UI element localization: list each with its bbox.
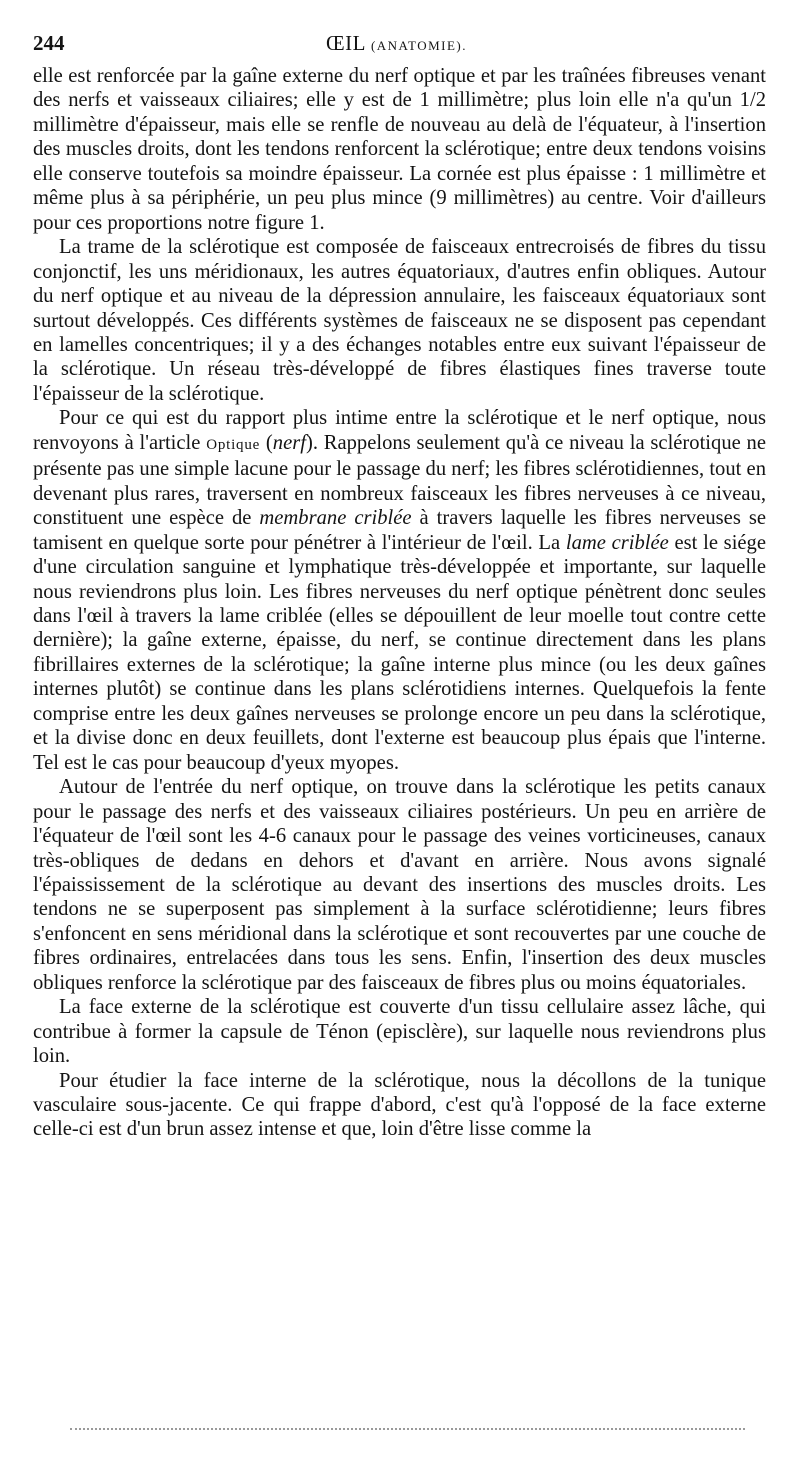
page-number: 244 [33,31,65,55]
body-text [33,64,766,1142]
paragraph-3-part4: est le siége d'une circulation sanguine et lymphatique très-développée et importante, sur laquelle nous reviendrons plus loin. Les fibres nerveuses du nerf optique pénètrent donc seules dans l'œil à travers la lame criblée (elles se dépouillent de leur moelle tout contre cette dernière); la gaîne externe, épaisse, du nerf, se continue directement dans les plans fibrillaires externes de la sclérotique; la gaîne interne plus mince (ou les deux gaînes internes plutôt) se continue dans les plans sclérotidiens internes. Quelquefois la fente comprise entre les deux gaînes nerveuses se prolonge encore un peu dans la sclérotique, et la divise donc en deux feuillets, dont l'externe est beaucoup plus épais que l'interne. Tel est le cas pour beaucoup d'yeux myopes. [33,531,766,774]
paragraph-4: Autour de l'entrée du nerf optique, on trouve dans la sclérotique les petits canaux pour le passage des nerfs et des vaisseaux ciliaires postérieurs. Un peu en arrière de l'équateur de l'œil sont les 4-6 canaux pour le passage des veines vorticineuses, canaux très-obliques de dedans en dehors et d'avant en arrière. Nous avons signalé l'épaississement de la sclérotique au devant des insertions des muscles droits. Les tendons ne se superposent pas simplement à la surface sclérotidienne; leurs fibres s'enfoncent en sens méridional dans la sclérotique et sont recouvertes par une couche de fibres ordinaires, entrelacées dans tous les sens. Enfin, l'insertion des deux muscles obliques renforce la sclérotique par des faisceaux de fibres plus ou moins équatoriales. [33,776,766,994]
term-lame-criblee: lame criblée [565,531,669,554]
paragraph-3-part2: ). Rappelons seulement qu'à ce niveau la sclérotique ne présente pas une simple lacune pour le passage du nerf; les fibres sclérotidiennes, tout en devenant plus rares, traversent en nombreux faisceaux les fibres nerveuses à ce niveau, constituent une espèce de [33,431,766,530]
article-reference-italic: nerf [272,431,306,454]
running-head-subtitle: (ANATOMIE). [370,38,468,53]
paragraph-5: La face externe de la sclérotique est couverte d'un tissu cellulaire assez lâche, qui contribue à former la capsule de Ténon (episclère), sur laquelle nous reviendrons plus loin. [33,996,766,1068]
paragraph-1: elle est renforcée par la gaîne externe du nerf optique et par les traînées fibreuses venant des nerfs et vaisseaux ciliaires; elle y est de 1 millimètre; plus loin elle n'a qu'un 1/2 millimètre d'épaisseur, mais elle se renfle de nouveau au delà de l'équateur, à l'insertion des muscles droits, dont les tendons renforcent la sclérotique; entre deux tendons voisins elle conserve toutefois sa moindre épaisseur. La cornée est plus épaisse : 1 millimètre et même plus à sa périphérie, un peu plus mince (9 millimètres) au centre. Voir d'ailleurs pour ces proportions notre figure 1. [33,65,766,234]
paragraph-3-part3: à travers laquelle les fibres nerveuses se tamisent en quelque sorte pour pénétrer à l'intérieur de l'œil. La [33,507,766,554]
paragraph-3-part1: Pour ce qui est du rapport plus intime entre la sclérotique et le nerf optique, nous renvoyons à l'article [33,407,766,454]
term-membrane-criblee: membrane criblée [259,507,412,530]
running-head-title: ŒIL [325,31,366,55]
page-header [33,30,760,56]
article-reference: Optique [206,436,261,453]
paragraph-2: La trame de la sclérotique est composée de faisceaux entrecroisés de fibres du tissu conjonctif, les uns méridionaux, les autres équatoriaux, d'autres enfin obliques. Autour du nerf optique et au niveau de la dépression annulaire, les faisceaux équatoriaux sont surtout développés. Ces différents systèmes de faisceaux ne se disposent pas cependant en lamelles concentriques; il y a des échanges notables entre eux suivant l'épaisseur de la sclérotique. Un réseau très-développé de fibres élastiques fines traverse toute l'épaisseur de la sclérotique. [33,236,766,405]
paragraph-6: Pour étudier la face interne de la sclérotique, nous la décollons de la tunique vasculaire sous-jacente. Ce qui frappe d'abord, c'est qu'à l'opposé de la face externe celle-ci est d'un brun assez intense et que, loin d'être lisse comme la [33,1069,766,1141]
paragraph-3: Pour ce qui est du rapport plus intime entre la sclérotique et le nerf optique, nous renvoyons à l'article Optique (nerf). Rappelons seulement qu'à ce niveau la sclérotique ne présente pas une simple lacune pour le passage du nerf; les fibres sclérotidiennes, tout en devenant plus rares, traversent en nombreux faisceaux les fibres nerveuses à ce niveau, constituent une espèce de membrane criblée à travers laquelle les fibres nerveuses se tamisent en quelque sorte pour pénétrer à l'intérieur de l'œil. La lame criblée est le siége d'une circulation sanguine et lymphatique très-développée et importante, sur laquelle nous reviendrons plus loin. Les fibres nerveuses du nerf optique pénètrent donc seules dans l'œil à travers la lame criblée (elles se dépouillent de leur moelle tout contre cette dernière); la gaîne externe, épaisse, du nerf, se continue directement dans les plans fibrillaires externes de la sclérotique; la gaîne interne plus mince (ou les deux gaînes internes plutôt) se continue dans les plans sclérotidiens internes. Quelquefois la fente comprise entre les deux gaînes nerveuses se prolonge encore un peu dans la sclérotique, et la divise donc en deux feuillets, dont l'externe est beaucoup plus épais que l'interne. Tel est le cas pour beaucoup d'yeux myopes. [33,407,766,774]
running-head [33,30,760,59]
footer-dotted-rule [70,1428,745,1430]
